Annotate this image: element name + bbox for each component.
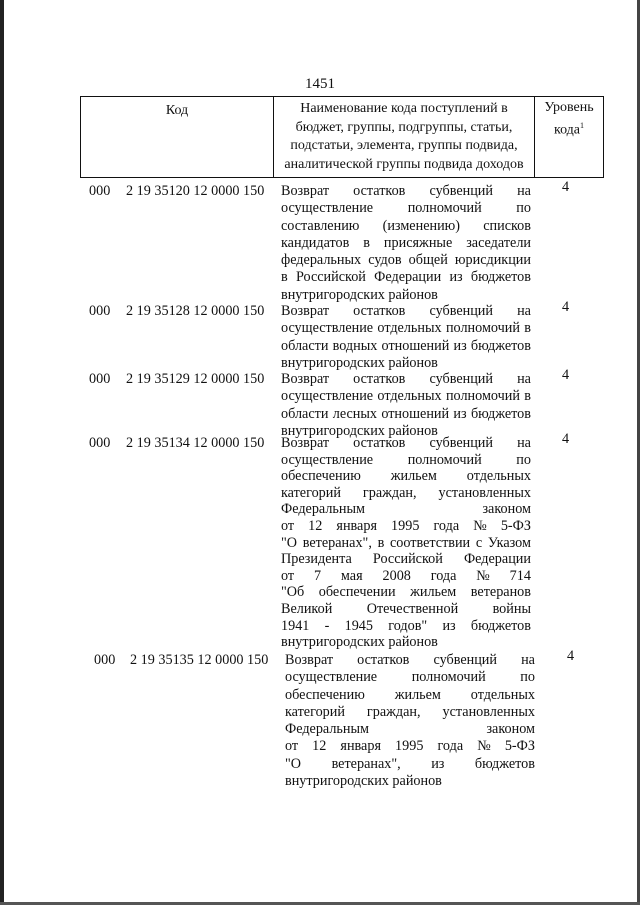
row-description <box>281 183 531 304</box>
description-line: от 7 мая 2008 года № 714 <box>281 567 531 584</box>
row-prefix: 000 <box>94 652 116 668</box>
header-name-line: Наименование кода поступлений в <box>300 101 508 116</box>
description-line: 1941 - 1945 годов" из бюджетов <box>281 617 531 634</box>
row-level: 4 <box>562 179 570 195</box>
description-line: категорий граждан, установленных <box>285 703 535 720</box>
header-level-cell <box>535 97 604 178</box>
row-code: 2 19 35128 12 0000 150 <box>126 303 265 319</box>
row-level: 4 <box>562 367 570 383</box>
description-line: Возврат остатков субвенций на <box>281 183 531 199</box>
page-number: 1451 <box>305 76 335 92</box>
description-line: внутригородских районов <box>281 354 438 371</box>
description-line: Возврат остатков субвенций на <box>281 435 531 451</box>
row-level: 4 <box>567 648 575 664</box>
description-line: осуществление отдельных полномочий в <box>281 388 531 405</box>
description-line: осуществление отдельных полномочий в <box>281 320 531 337</box>
header-code-label: Код <box>165 103 189 118</box>
row-description <box>281 371 531 440</box>
description-line: в Российской Федерации из бюджетов <box>281 269 531 286</box>
header-level-line: Уровень <box>544 100 594 115</box>
row-level: 4 <box>562 299 570 315</box>
row-code: 2 19 35129 12 0000 150 <box>126 371 265 387</box>
row-prefix: 000 <box>89 303 111 319</box>
description-line: Возврат остатков субвенций на <box>285 652 535 668</box>
row-description <box>281 435 531 651</box>
description-line: осуществление полномочий по <box>281 200 531 217</box>
description-line: "Об обеспечении жильем ветеранов <box>281 584 531 601</box>
description-line: Президента Российской Федерации <box>281 551 531 568</box>
description-line: Федеральным законом <box>285 721 535 738</box>
description-line: внутригородских районов <box>285 773 442 790</box>
description-line: осуществление полномочий по <box>285 669 535 686</box>
description-line: внутригородских районов <box>281 634 438 651</box>
header-name-cell <box>274 97 535 178</box>
row-description <box>281 303 531 372</box>
row-description <box>285 652 535 790</box>
description-line: области лесных отношений из бюджетов <box>281 405 531 422</box>
row-prefix: 000 <box>89 371 111 387</box>
description-line: внутригородских районов <box>281 422 438 439</box>
row-prefix: 000 <box>89 183 111 199</box>
description-line: категорий граждан, установленных <box>281 484 531 501</box>
header-name-line: бюджет, группы, подгруппы, статьи, <box>295 119 513 135</box>
header-name-line: аналитической группы подвида доходов <box>284 156 524 172</box>
description-line: от 12 января 1995 года № 5-ФЗ <box>281 517 531 534</box>
description-line: "О ветеранах", в соответствии с Указом <box>281 534 531 551</box>
description-line: осуществление полномочий по <box>281 451 531 468</box>
description-line: Возврат остатков субвенций на <box>281 371 531 387</box>
table-header <box>80 96 604 178</box>
description-line: внутригородских районов <box>281 286 438 303</box>
row-code: 2 19 35135 12 0000 150 <box>130 652 269 668</box>
description-line: составлению (изменению) списков <box>281 217 531 234</box>
header-level-footnote: 1 <box>580 121 585 130</box>
row-code: 2 19 35120 12 0000 150 <box>126 183 265 199</box>
description-line: Возврат остатков субвенций на <box>281 303 531 319</box>
row-prefix: 000 <box>89 435 111 451</box>
description-line: федеральных судов общей юрисдикции <box>281 252 531 269</box>
scan-edge-left <box>0 0 4 905</box>
description-line: кандидатов в присяжные заседатели <box>281 234 531 251</box>
description-line: обеспечению жильем отдельных <box>285 686 535 703</box>
description-line: от 12 января 1995 года № 5-ФЗ <box>285 738 535 755</box>
description-line: обеспечению жильем отдельных <box>281 468 531 485</box>
description-line: области водных отношений из бюджетов <box>281 337 531 354</box>
description-line: Федеральным законом <box>281 501 531 518</box>
description-line: "О ветеранах", из бюджетов <box>285 755 535 772</box>
row-level: 4 <box>562 431 570 447</box>
row-code: 2 19 35134 12 0000 150 <box>126 435 265 451</box>
header-level-line: кода <box>553 122 581 138</box>
header-name-line: подстатьи, элемента, группы подвида, <box>290 138 518 153</box>
header-code-cell <box>81 97 274 178</box>
description-line: Великой Отечественной войны <box>281 600 531 617</box>
